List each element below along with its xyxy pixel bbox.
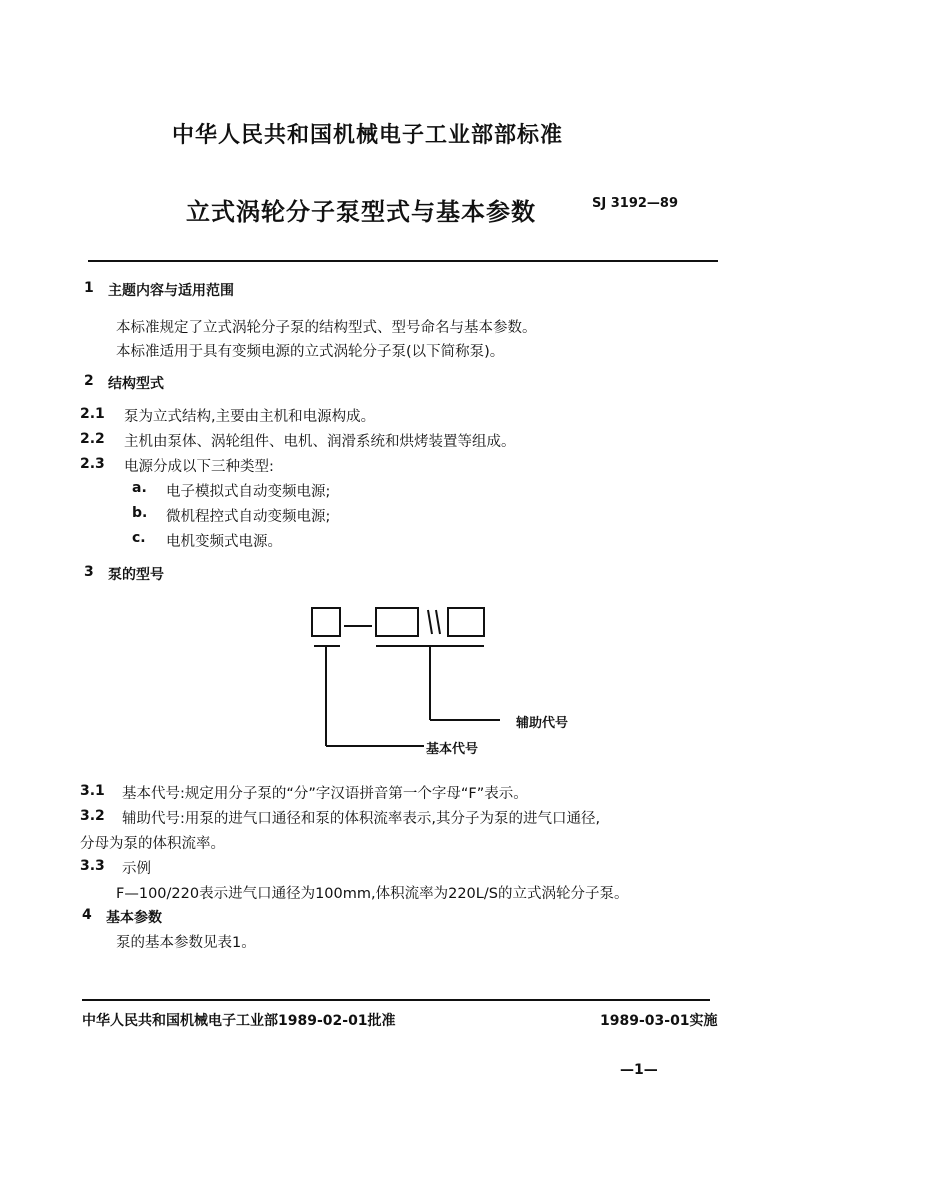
list-item-label: b. — [132, 505, 148, 521]
header-rule — [88, 260, 718, 262]
aux-numerator-box — [376, 608, 418, 636]
section-1-title: 主题内容与适用范围 — [108, 283, 234, 299]
clause-number: 3.3 — [80, 858, 105, 874]
standard-number: SJ 3192—89 — [592, 196, 678, 211]
slash-mark — [428, 610, 432, 634]
clause-text: 泵为立式结构,主要由主机和电源构成。 — [124, 409, 376, 425]
basic-code-label: 基本代号 — [426, 742, 479, 757]
effective-date: 1989-03-01实施 — [600, 1013, 718, 1029]
basic-code-box — [312, 608, 340, 636]
section-4-paragraph-1: 泵的基本参数见表1。 — [116, 935, 256, 951]
clause-text: 基本代号:规定用分子泵的“分”字汉语拼音第一个字母“F”表示。 — [122, 786, 528, 802]
section-1-number: 1 — [84, 280, 94, 296]
auxiliary-code-label: 辅助代号 — [516, 716, 569, 731]
list-item-text: 微机程控式自动变频电源; — [166, 509, 331, 525]
clause-text: 辅助代号:用泵的进气口通径和泵的体积流率表示,其分子为泵的进气口通径, — [122, 811, 601, 827]
section-4-number: 4 — [82, 907, 92, 923]
model-designation-diagram — [300, 600, 500, 760]
clause-text: 电源分成以下三种类型: — [124, 459, 274, 475]
section-4-title: 基本参数 — [106, 910, 162, 926]
issuing-organization: 中华人民共和国机械电子工业部部标准 — [172, 123, 564, 148]
clause-number: 2.2 — [80, 431, 105, 447]
clause-number: 3.1 — [80, 783, 105, 799]
clause-number: 2.3 — [80, 456, 105, 472]
section-3-title: 泵的型号 — [108, 567, 164, 583]
aux-denominator-box — [448, 608, 484, 636]
list-item-text: 电子模拟式自动变频电源; — [166, 484, 331, 500]
clause-continuation: 分母为泵的体积流率。 — [80, 836, 225, 852]
page-number: —1— — [620, 1062, 658, 1078]
document-title: 立式涡轮分子泵型式与基本参数 — [186, 198, 536, 226]
clause-text: 主机由泵体、涡轮组件、电机、润滑系统和烘烤装置等组成。 — [124, 434, 516, 450]
slash-mark — [436, 610, 440, 634]
section-2-number: 2 — [84, 373, 94, 389]
section-3-number: 3 — [84, 564, 94, 580]
section-1-paragraph-2: 本标准适用于具有变频电源的立式涡轮分子泵(以下简称泵)。 — [116, 344, 505, 360]
section-1-paragraph-1: 本标准规定了立式涡轮分子泵的结构型式、型号命名与基本参数。 — [116, 320, 537, 336]
clause-number: 2.1 — [80, 406, 105, 422]
approval-line: 中华人民共和国机械电子工业部1989-02-01批准 — [82, 1013, 396, 1029]
clause-text: 示例 — [122, 861, 151, 877]
footer-rule — [82, 999, 710, 1001]
example-text: F—100/220表示进气口通径为100mm,体积流率为220L/S的立式涡轮分子泵。 — [116, 886, 629, 902]
list-item-label: a. — [132, 480, 147, 496]
clause-number: 3.2 — [80, 808, 105, 824]
list-item-label: c. — [132, 530, 146, 546]
section-2-title: 结构型式 — [108, 376, 164, 392]
list-item-text: 电机变频式电源。 — [166, 534, 282, 550]
